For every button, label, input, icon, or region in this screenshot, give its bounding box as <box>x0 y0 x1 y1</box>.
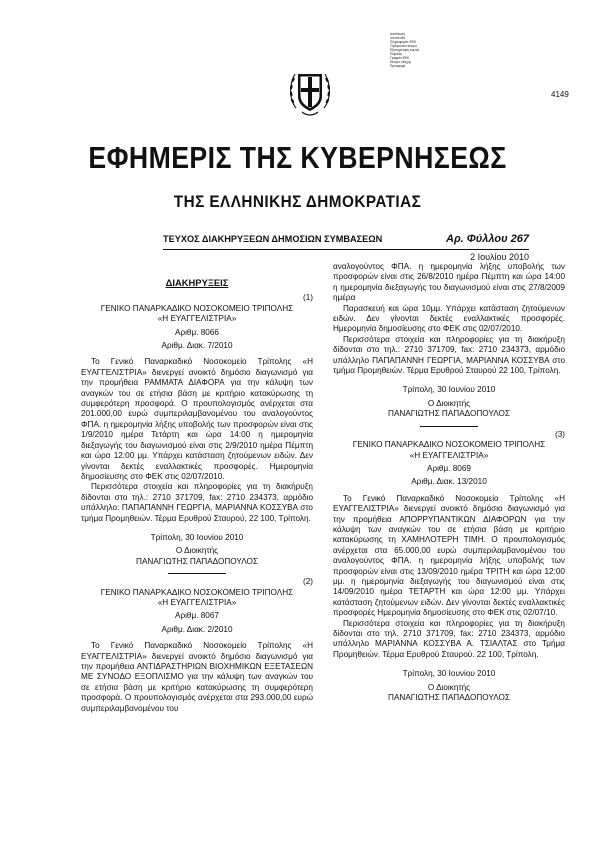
notice-signatory-name: ΠΑΝΑΓΙΩΤΗΣ ΠΑΠΑΔΟΠΟΥΛΟΣ <box>136 556 258 566</box>
publisher-info-line: Προσφορά <box>390 64 406 68</box>
notice-org: ΓΕΝΙΚΟ ΠΑΝΑΡΚΑΔΙΚΟ ΝΟΣΟΚΟΜΕΙΟ ΤΡΙΠΟΛΗΣ <box>100 303 294 313</box>
left-column <box>81 262 313 714</box>
notice-body: Το Γενικό Παναρκαδικό Νοσοκομείο Τρίπολης «Η ΕΥΑΓΓΕΛΙΣΤΡΙΑ» διενεργεί ανοικτό δημόσιο διαγωνισμό για την προμήθεια ΑΠΟΡΡΥΠΑΝΤΙΚΩΝ ΔΙΑΦΟΡΩΝ για την κάλυψη των αναγκών του σε ετήσια βάση με κριτήριο κατακύρωσης τη ΧΑΜΗΛΟΤΕΡΗ ΤΙΜΗ. Ο προυπολογισμός ανέρχεται στα 65.000,00 ευρώ συμπεριλαμβανομένου του αναλογούντος ΦΠΑ. η ημερομηνία λήξης υποβολής των προσφορών είναι στις 13/09/2010 ημέρα ΤΡΙΤΗ και ώρα 12:00 μμ. η ημερομηνία διεξαγωγής του διαγωνισμού είναι στις 14/09/2010 ημέρα ΤΕΤΑΡΤΗ και ώρα 12:00 μμ. Υπάρχει κατάσταση ζητούμενων ειδών. Δεν γίνονται δεκτές εναλλακτικές προσφορές Ημερομηνία δημοσίευσης στο ΦΕΚ στις 02/07/10. <box>333 493 565 618</box>
notice-place-date: Τρίπολη, 30 Ιουνίου 2010 <box>150 532 244 542</box>
right-column <box>333 262 565 703</box>
sheet-number: Αρ. Φύλλου 267 <box>446 233 529 245</box>
page-number: 4149 <box>551 90 569 99</box>
notice-number: (3) <box>554 429 565 439</box>
notice-declaration: Αριθμ. Διακ. 7/2010 <box>161 341 233 351</box>
notice-ref: Αριθμ. 8067 <box>175 611 219 621</box>
notice-body-continued: αναλογούντος ΦΠΑ. η ημερομηνία λήξης υποβολής των προσφορών είναι στις 26/8/2010 ημέρα Πέμπτη και ώρα 14:00 η ημερομηνία διεξαγωγής του διαγωνισμού είναι στις 27/8/2009 ημέρα <box>333 262 565 303</box>
notice-info: Περισσότερα στοιχεία και πληροφορίες για τη διακήρυξη δίδονται στο τηλ. 2710 371709, fax: 2710 234373, αρμόδιο υπάλληλο ΜΑΡΙΑΝΝΑ ΚΟΣΣΥΒΑ Α. ΤΣΙΑΛΤΑΣ στο Τμήμα Προμηθειών. Τέρμα Ερυθρού Σταυρού. 22 100, Τρίπολη. <box>333 618 565 659</box>
notice-ref: Αριθμ. 8066 <box>175 327 219 337</box>
issue-date: 2 Ιουλίου 2010 <box>470 252 529 262</box>
notice-place-date: Τρίπολη, 30 Ιουνίου 2010 <box>402 669 496 679</box>
notice-declaration: Αριθμ. Διακ. 13/2010 <box>411 477 487 487</box>
gazette-subtitle: ΤΗΣ ΕΛΛΗΝΙΚΗΣ ΔΗΜΟΚΡΑΤΙΑΣ <box>173 192 422 211</box>
notice-signatory-name: ΠΑΝΑΓΙΩΤΗΣ ΠΑΠΑΔΟΠΟΥΛΟΣ <box>388 409 510 419</box>
notice-org-name: «Η ΕΥΑΓΓΕΛΙΣΤΡΙΑ» <box>157 314 237 324</box>
notice-info: Περισσότερα στοιχεία και πληροφορίες για τη διακήρυξη δίδονται στο τηλ.: 2710 371709, fax: 2710 234373, αρμόδιο υπάλληλο ΠΑΠΑΠΑΝΝΗ ΓΕΩΡΓΙΑ, ΜΑΡΙΑΝΝΑ ΚΟΣΣΥΒΑ στο τμήμα Προμηθειών. Τέρμα Ερυθρού Σταυρού 22 100, Τρίπολη. <box>333 334 565 376</box>
notice-divider <box>420 426 478 427</box>
publisher-info-block <box>390 32 470 68</box>
notice-org-name: «Η ΕΥΑΓΓΕΛΙΣΤΡΙΑ» <box>157 597 237 607</box>
notice-signatory-role: Ο Διοικητής <box>175 546 219 556</box>
notice-body: Το Γενικό Παναρκαδικό Νοσοκομείο Τρίπολης «Η ΕΥΑΓΓΕΛΙΣΤΡΙΑ» διενεργεί ανοικτό δημόσιο διαγωνισμό για την προμήθεια ΡΑΜΜΑΤΑ ΔΙΑΦΟΡΑ για την κάλυψη των αναγκών του σε ετήσια βάση με κριτήριο κατακύρωσης τη συμφερότερη προσφορά. Ο προυπολογισμός ανέρχεται στα 201.000,00 ευρώ συμπεριλαμβανομένου του αναλογούντος ΦΠΑ. η ημερομηνία λήξης υποβολής των προσφορών είναι στις 1/9/2010 ημέρα Τετάρτη και ώρα 14:00 η ημερομηνία διεξαγωγής του διαγωνισμού είναι στις 2/9/2010 ημέρα Πέμπτη και ώρα 12:00 μμ. Υπάρχει κατάσταση ζητούμενων ειδών. Δεν γίνονται δεκτές εναλλακτικές προσφορές. Ημερομηνία δημοσίευσης στο ΦΕΚ στις 02/07/2010. <box>81 357 313 481</box>
notice-body: Το Γενικό Παναρκαδικό Νοσοκομείο Τρίπολης «Η ΕΥΑΓΓΕΛΙΣΤΡΙΑ» διενεργεί ανοικτό δημόσιο διαγωνισμό για την προμήθεια ΑΝΤΙΔΡΑΣΤΗΡΙΩΝ ΒΙΟΧΗΜΙΚΩΝ ΕΞΕΤΑΣΕΩΝ ΜΕ ΣΥΝΟΔΟ ΕΞΟΠΛΙΣΜΟ για την κάλυψη των αναγκών του σε ετήσια βάση με κριτήριο κατακύρωσης τη συμφερότερη προσφορά. Ο προυπολογισμός ανέρχεται στα 293.000,00 ευρώ συμπεριλαμβανομένου του <box>81 641 313 713</box>
notice-org: ΓΕΝΙΚΟ ΠΑΝΑΡΚΑΔΙΚΟ ΝΟΣΟΚΟΜΕΙΟ ΤΡΙΠΟΛΗΣ <box>352 440 546 450</box>
publisher-info-line: Πειραιάς <box>390 52 403 56</box>
publisher-info-line: Κέντρο Λέσχης <box>390 60 412 64</box>
publisher-info-line: Πληροφορίες ΦΕΚ <box>390 40 417 44</box>
publisher-info-line: Ιστοσελίδα <box>390 36 406 40</box>
notice-place-date: Τρίπολη, 30 Ιουνίου 2010 <box>402 385 496 395</box>
notice-signatory-role: Ο Διοικητής <box>427 682 471 692</box>
greek-coat-of-arms-icon <box>287 60 333 122</box>
notice-divider <box>168 573 226 574</box>
section-heading: ΔΙΑΚΗΡΥΞΕΙΣ <box>165 277 229 288</box>
publisher-info-line: Γραφεία ΦΕΚ <box>390 56 410 60</box>
notice-org-name: «Η ΕΥΑΓΓΕΛΙΣΤΡΙΑ» <box>409 450 489 460</box>
notice-signatory-name: ΠΑΝΑΓΙΩΤΗΣ ΠΑΠΑΔΟΠΟΥΛΟΣ <box>388 693 510 703</box>
notice-number: (1) <box>302 293 313 303</box>
header-rule <box>163 249 529 250</box>
notice-number: (2) <box>302 577 313 587</box>
notice-ref: Αριθμ. 8069 <box>427 463 471 473</box>
publisher-info-line: Εξυπηρέτηση κοινού <box>390 48 420 52</box>
issue-type: ΤΕΥΧΟΣ ΔΙΑΚΗΡΥΞΕΩΝ ΔΗΜΟΣΙΩΝ ΣΥΜΒΑΣΕΩΝ <box>163 234 383 244</box>
notice-body-continued: Παρασκευή και ώρα 10μμ. Υπάρχει κατάσταση ζητούμενων ειδών. Δεν γίνονται δεκτές εναλλακτικές προσφορές. Ημερομηνία δημοσίευσης στο ΦΕΚ στις 02/07/2010. <box>333 303 565 334</box>
notice-signatory-role: Ο Διοικητής <box>427 398 471 408</box>
notice-org: ΓΕΝΙΚΟ ΠΑΝΑΡΚΑΔΙΚΟ ΝΟΣΟΚΟΜΕΙΟ ΤΡΙΠΟΛΗΣ <box>100 587 294 597</box>
notice-info: Περισσότερα στοιχεία και πληροφορίες για τη διακήρυξη δίδονται στο τηλ.: 2710 371709, fax: 2710 234373, αρμόδιο υπάλληλο: ΠΑΠΑΠΑΝΝΗ ΓΕΩΡΓΙΑ, ΜΑΡΙΑΝΝΑ ΚΟΣΣΥΒΑ στο τμήμα Προμηθειών. Τέρμα Ερυθρού Σταυρού, 22 100, Τρίπολη. <box>81 482 313 523</box>
gazette-title: ΕΦΗΜΕΡΙΣ ΤΗΣ ΚΥΒΕΡΝΗΣΕΩΣ <box>88 140 507 175</box>
publisher-info-line: Τηλεφωνικό κέντρο <box>390 44 418 48</box>
issue-line <box>163 234 529 247</box>
notice-declaration: Αριθμ. Διακ. 2/2010 <box>161 624 233 634</box>
publisher-info-line: Διεύθυνση <box>390 32 405 36</box>
